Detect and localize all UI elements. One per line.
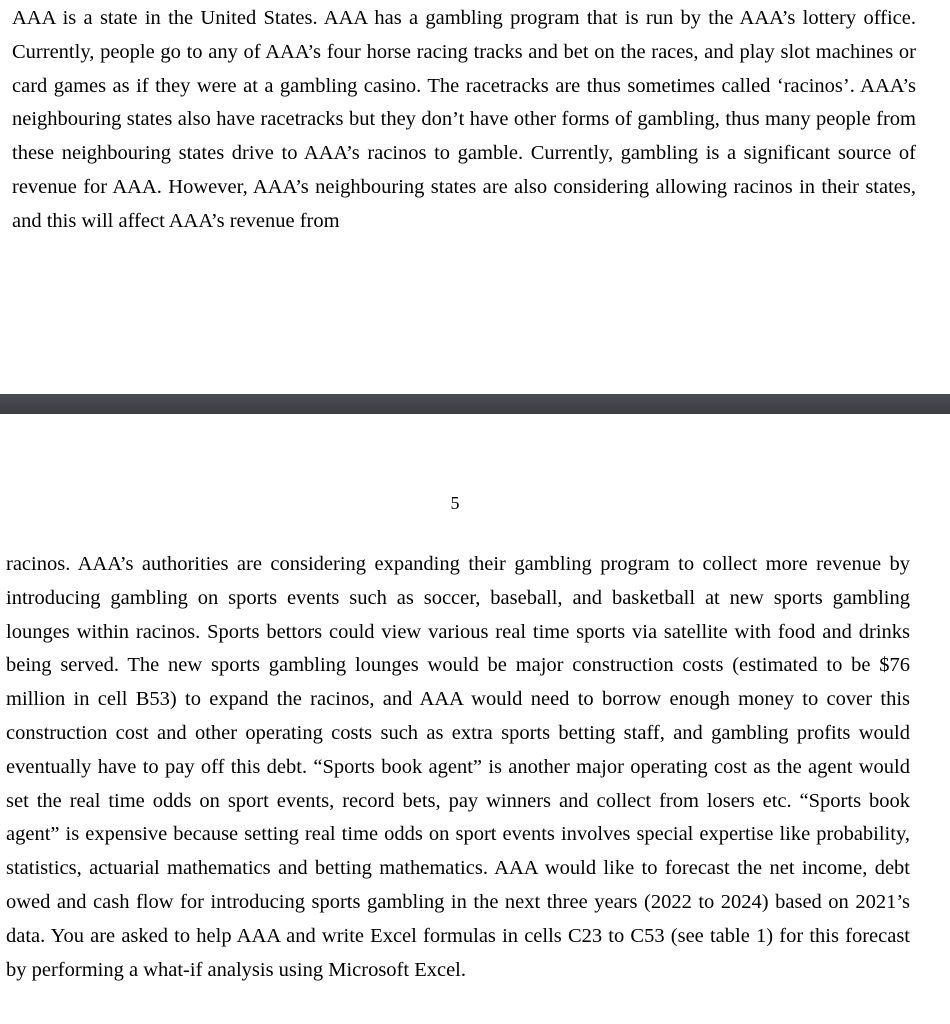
document-page-bottom bbox=[0, 414, 950, 1024]
document-page-top bbox=[0, 0, 950, 394]
page-separator bbox=[0, 394, 950, 414]
body-paragraph-bottom: racinos. AAA’s authorities are considering expanding their gambling program to collect more revenue by introducing gambling on sports events such as soccer, baseball, and basketball at new sports gambling lounges within racinos. Sports bettors could view various real time sports via satellite with food and drinks being served. The new sports gambling lounges would be major construction costs (estimated to be $76 million in cell B53) to expand the racinos, and AAA would need to borrow enough money to cover this construction cost and other operating costs such as extra sports betting staff, and gambling profits would eventually have to pay off this debt. “Sports book agent” is another major operating cost as the agent would set the real time odds on sport events, record bets, pay winners and collect from losers etc. “Sports book agent” is expensive because setting real time odds on sport events involves special expertise like probability, statistics, actuarial mathematics and betting mathematics. AAA would like to forecast the net income, debt owed and cash flow for introducing sports gambling in the next three years (2022 to 2024) based on 2021’s data. You are asked to help AAA and write Excel formulas in cells C23 to C53 (see table 1) for this forecast by performing a what-if analysis using Microsoft Excel. bbox=[6, 553, 910, 981]
page-number: 5 bbox=[450, 493, 460, 513]
body-paragraph-top: AAA is a state in the United States. AAA has a gambling program that is run by the AAA’s lottery office. Currently, people go to any of AAA’s four horse racing tracks and bet on the races, and play slot machines or card games as if they were at a gambling casino. The racetracks are thus sometimes called ‘racinos’. AAA’s neighbouring states also have racetracks but they don’t have other forms of gambling, thus many people from these neighbouring states drive to AAA’s racinos to gamble. Currently, gambling is a significant source of revenue for AAA. However, AAA’s neighbouring states are also considering allowing racinos in their states, and this will affect AAA’s revenue from bbox=[12, 7, 916, 232]
